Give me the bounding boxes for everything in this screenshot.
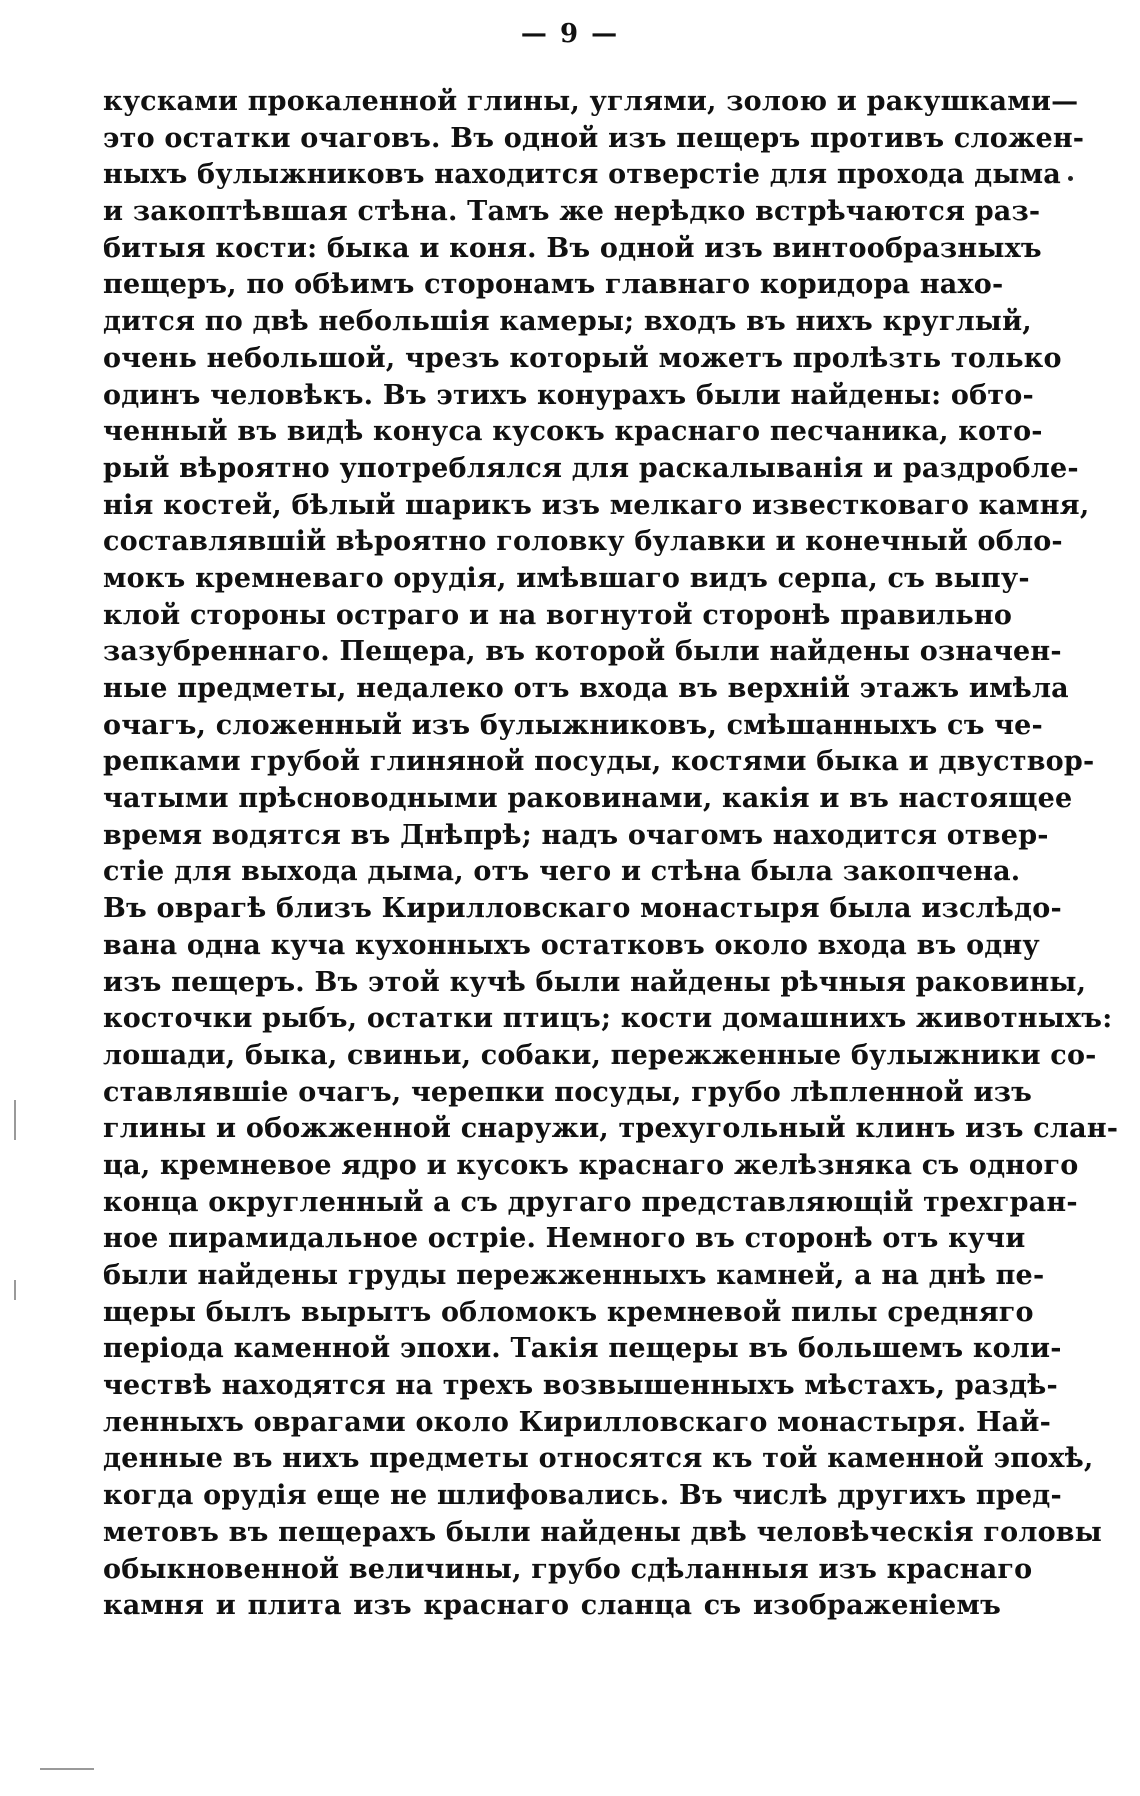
text-line: ныхъ булыжниковъ находится отверстіе для прохода дыма bbox=[103, 159, 1061, 191]
text-line: метовъ въ пещерахъ были найдены двѣ человѣческія головы bbox=[103, 1516, 1103, 1548]
text-line: вана одна куча кухонныхъ остатковъ около входа въ одну bbox=[103, 929, 1040, 961]
text-line: составлявшій вѣроятно головку булавки и конечный обло- bbox=[103, 526, 1063, 558]
text-line: репками грубой глиняной посуды, костями быка и двуствор- bbox=[103, 746, 1095, 778]
text-line: періода каменной эпохи. Такія пещеры въ большемъ коли- bbox=[103, 1333, 1062, 1365]
text-line: денные въ нихъ предметы относятся къ той каменной эпохѣ, bbox=[103, 1443, 1094, 1475]
text-line: пещеръ, по обѣимъ сторонамъ главнаго коридора нахо- bbox=[103, 269, 1004, 301]
text-line: это остатки очаговъ. Въ одной изъ пещеръ противъ сложен- bbox=[103, 122, 1085, 154]
text-line: нія костей, бѣлый шарикъ изъ мелкаго известковаго камня, bbox=[103, 489, 1090, 521]
text-line: время водятся въ Днѣпрѣ; надъ очагомъ находится отвер- bbox=[103, 819, 1049, 851]
text-line: зазубреннаго. Пещера, въ которой были найдены означен- bbox=[103, 636, 1062, 668]
text-line: клой стороны остраго и на вогнутой сторонѣ правильно bbox=[103, 599, 1013, 631]
text-line: глины и обожженной снаружи, трехугольный клинъ изъ слан- bbox=[103, 1113, 1119, 1145]
text-line: очагъ, сложенный изъ булыжниковъ, смѣшанныхъ съ че- bbox=[103, 709, 1043, 741]
scan-margin-mark bbox=[14, 1100, 16, 1140]
margin-dot bbox=[1068, 176, 1073, 181]
text-line: косточки рыбъ, остатки птицъ; кости домашнихъ животныхъ: bbox=[103, 1003, 1113, 1035]
text-line: одинъ человѣкъ. Въ этихъ конурахъ были найдены: обто- bbox=[103, 379, 1034, 411]
text-line: конца округленный а съ другаго представляющій трехгран- bbox=[103, 1186, 1078, 1218]
text-line: изъ пещеръ. Въ этой кучѣ были найдены рѣчныя раковины, bbox=[103, 966, 1087, 998]
text-line: ное пирамидальное остріе. Немного въ сторонѣ отъ кучи bbox=[103, 1223, 1026, 1255]
text-line: Въ оврагѣ близъ Кирилловскаго монастыря была изслѣдо- bbox=[103, 893, 1062, 925]
text-line: щеры былъ вырытъ обломокъ кремневой пилы средняго bbox=[103, 1296, 1034, 1328]
text-line: стіе для выхода дыма, отъ чего и стѣна была закопчена. bbox=[103, 856, 1021, 888]
page-number-header: — 9 — bbox=[520, 19, 620, 49]
text-line: ставлявшіе очагъ, черепки посуды, грубо лѣпленной изъ bbox=[103, 1076, 1033, 1108]
scan-margin-mark bbox=[14, 1280, 16, 1300]
text-line: ца, кремневое ядро и кусокъ краснаго желѣзняка съ одного bbox=[103, 1149, 1079, 1181]
text-line: ленныхъ оврагами около Кирилловскаго монастыря. Най- bbox=[103, 1406, 1051, 1438]
text-line: ные предметы, недалеко отъ входа въ верхній этажъ имѣла bbox=[103, 673, 1069, 704]
text-line: очень небольшой, чрезъ который можетъ пролѣзть только bbox=[103, 342, 1062, 374]
text-line: чатыми прѣсноводными раковинами, какія и въ настоящее bbox=[103, 783, 1073, 815]
text-line: камня и плита изъ краснаго сланца съ изображеніемъ bbox=[103, 1590, 1001, 1622]
text-line: битыя кости: быка и коня. Въ одной изъ винтообразныхъ bbox=[103, 232, 1042, 264]
text-line: мокъ кремневаго орудія, имѣвшаго видъ серпа, съ выпу- bbox=[103, 562, 1030, 594]
text-line: обыкновенной величины, грубо сдѣланныя изъ краснаго bbox=[103, 1553, 1033, 1585]
text-line: чествѣ находятся на трехъ возвышенныхъ мѣстахъ, раздѣ- bbox=[103, 1370, 1058, 1402]
text-line: лошади, быка, свиньи, собаки, пережженные булыжники со- bbox=[103, 1039, 1097, 1071]
text-line: рый вѣроятно употреблялся для раскалыванія и раздробле- bbox=[103, 452, 1079, 484]
text-line: и закоптѣвшая стѣна. Тамъ же нерѣдко встрѣчаются раз- bbox=[103, 196, 1041, 228]
scan-edge-rule bbox=[40, 1768, 94, 1770]
text-line: кусками прокаленной глины, углями, золою и ракушками— bbox=[103, 86, 1079, 117]
text-line: дится по двѣ небольшія камеры; входъ въ нихъ круглый, bbox=[103, 306, 1032, 338]
text-line: ченный въ видѣ конуса кусокъ краснаго песчаника, кото- bbox=[103, 416, 1043, 448]
text-line: были найдены груды пережженныхъ камней, а на днѣ пе- bbox=[103, 1260, 1045, 1291]
text-line: когда орудія еще не шлифовались. Въ числѣ другихъ пред- bbox=[103, 1480, 1062, 1512]
body-text bbox=[103, 84, 1119, 1625]
